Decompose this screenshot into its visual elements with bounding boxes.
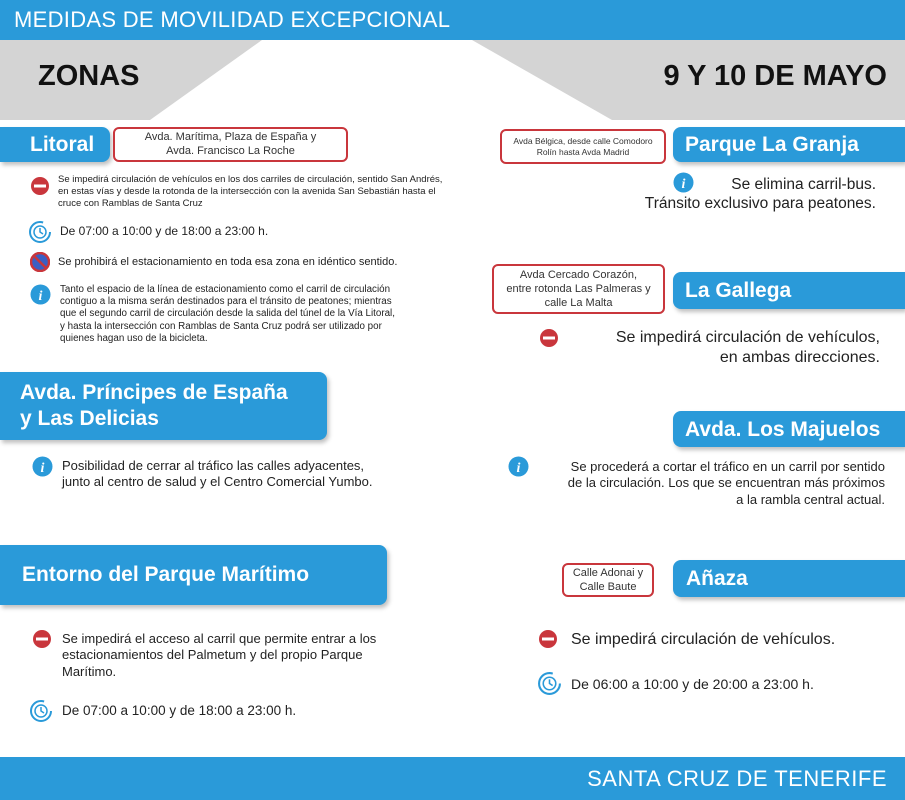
page-title: MEDIDAS DE MOVILIDAD EXCEPCIONAL	[14, 7, 451, 32]
maritimo-rule	[62, 631, 376, 680]
clock-icon	[28, 220, 52, 244]
text-line: Se impedirá el acceso al carril que permite entrar a los	[62, 631, 377, 646]
info-icon	[30, 284, 51, 305]
tab-litoral: Litoral	[0, 127, 110, 162]
tab-la-gallega: La Gallega	[673, 272, 905, 309]
clock-icon	[537, 671, 562, 696]
street-line: Calle Baute	[579, 580, 637, 593]
street-line: Avda. Francisco La Roche	[166, 144, 295, 157]
footer-title: SANTA CRUZ DE TENERIFE	[587, 766, 887, 791]
tab-parque-la-granja: Parque La Granja	[673, 127, 905, 162]
text-line: en estas vías y desde la rotonda de la intersección con la avenida San Sebastián hasta el	[58, 185, 436, 197]
text-line: Tanto el espacio de la línea de estacionamiento como el carril de circulación	[60, 284, 391, 295]
text-line: Se impedirá circulación de vehículos,	[615, 329, 880, 346]
text-line: cruce con Ramblas de Santa Cruz	[58, 197, 203, 209]
no-parking-icon	[30, 252, 50, 272]
tab-title-line: y Las Delicias	[20, 407, 159, 431]
street-line: Avda. Marítima, Plaza de España y	[144, 131, 317, 143]
tab-anaza: Añaza	[673, 560, 905, 597]
gallega-streets-box	[492, 264, 665, 314]
text-line: Se elimina carril-bus.	[731, 176, 876, 193]
litoral-info	[60, 284, 395, 345]
clock-icon	[29, 699, 53, 723]
principes-info	[62, 458, 372, 491]
text-line: y hasta la intersección con Ramblas de Santa Cruz podrá ser utilizado por	[60, 320, 382, 332]
no-entry-icon	[539, 328, 559, 348]
maritimo-schedule: De 07:00 a 10:00 y de 18:00 a 23:00 h.	[62, 703, 297, 718]
tab-parque-maritimo: Entorno del Parque Marítimo	[0, 545, 387, 605]
zonas-label: ZONAS	[38, 60, 140, 92]
tab-los-majuelos: Avda. Los Majuelos	[673, 411, 905, 447]
svg-text:i: i	[681, 177, 686, 192]
no-entry-icon	[538, 629, 558, 649]
street-line: Calle Adonai y	[572, 567, 644, 579]
text-line: Se procederá a cortar el tráfico en un carril por sentido	[570, 459, 885, 474]
street-line: calle La Malta	[544, 296, 613, 309]
gallega-rule	[616, 328, 880, 368]
street-line: Rolín hasta Avda Madrid	[536, 146, 630, 157]
anaza-schedule: De 06:00 a 10:00 y de 20:00 a 23:00 h.	[571, 676, 814, 692]
anaza-streets-box	[562, 563, 654, 597]
svg-text:i: i	[38, 289, 43, 304]
text-line: Se impedirá circulación de vehículos en los dos carriles de circulación, sentido San Andrés,	[58, 174, 443, 185]
text-line: estacionamientos del Palmetum y del propio Parque	[62, 647, 363, 663]
info-icon	[32, 456, 53, 477]
footer-bar	[0, 757, 905, 800]
svg-text:i: i	[40, 461, 45, 476]
text-line: a la rambla central actual.	[736, 491, 885, 507]
granja-streets-box	[500, 129, 666, 164]
no-entry-icon	[30, 176, 50, 196]
granja-info	[645, 175, 876, 214]
svg-text:i: i	[516, 461, 521, 476]
text-line: junto al centro de salud y el Centro Comercial Yumbo.	[62, 474, 373, 490]
majuelos-info	[568, 459, 885, 508]
text-line: Tránsito exclusivo para peatones.	[644, 195, 876, 213]
anaza-rule: Se impedirá circulación de vehículos.	[571, 631, 836, 648]
date-label: 9 Y 10 DE MAYO	[663, 60, 887, 92]
litoral-parking: Se prohibirá el estacionamiento en toda esa zona en idéntico sentido.	[58, 256, 398, 268]
text-line: de la circulación. Los que se encuentran más próximos	[567, 475, 885, 491]
text-line: Marítimo.	[62, 663, 117, 679]
no-entry-icon	[32, 629, 52, 649]
info-icon	[508, 456, 529, 477]
text-line: que el segundo carril de circulación desde la salida del túnel de la Vía Litoral,	[60, 308, 395, 320]
text-line: Posibilidad de cerrar al tráfico las calles adyacentes,	[62, 458, 365, 473]
street-line: entre rotonda Las Palmeras y	[506, 282, 651, 295]
tab-title-line: Avda. Príncipes de España	[20, 381, 288, 404]
text-line: contiguo a la misma serán destinados para el tránsito de peatones; mientras	[60, 296, 392, 308]
text-line: en ambas direcciones.	[719, 349, 880, 366]
litoral-rule	[58, 174, 442, 210]
litoral-schedule: De 07:00 a 10:00 y de 18:00 a 23:00 h.	[60, 224, 269, 238]
street-line: Avda Cercado Corazón,	[519, 269, 638, 281]
litoral-streets-box	[113, 127, 348, 162]
street-line: Avda Bélgica, desde calle Comodoro	[513, 136, 653, 146]
tab-principes	[0, 372, 327, 440]
text-line: quienes hagan uso de la bicicleta.	[60, 332, 208, 344]
